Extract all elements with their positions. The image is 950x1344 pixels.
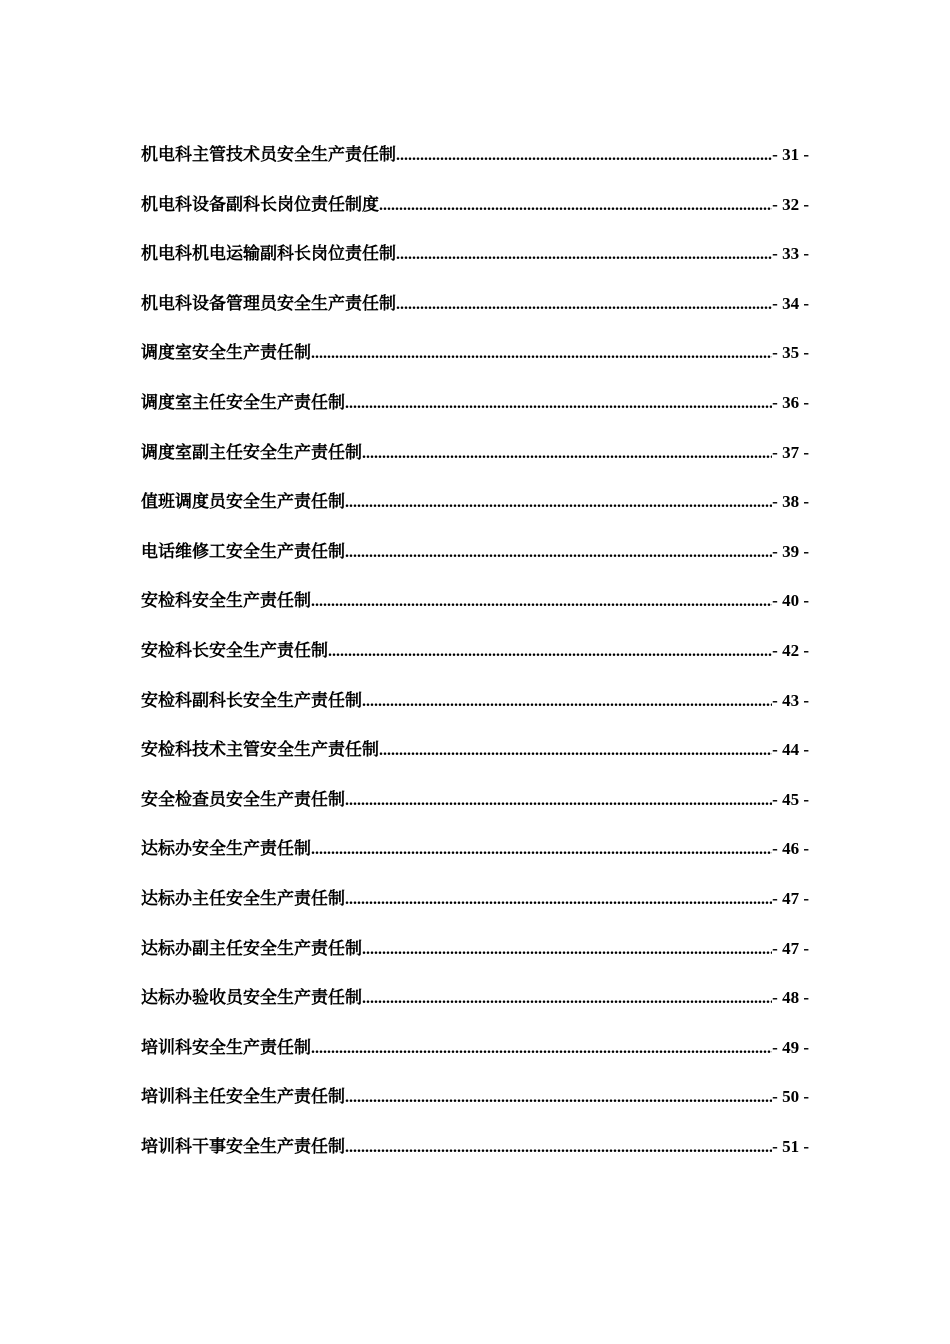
toc-dot-leader — [345, 792, 772, 810]
toc-dot-leader — [345, 1139, 772, 1157]
toc-entry[interactable] — [141, 487, 809, 537]
toc-entry[interactable] — [141, 586, 809, 636]
toc-entry-title: 安全检查员安全生产责任制 — [141, 789, 345, 810]
toc-dot-leader — [362, 445, 772, 463]
toc-entry[interactable] — [141, 735, 809, 785]
toc-dot-leader — [379, 742, 772, 760]
toc-dot-leader — [311, 345, 772, 363]
toc-entry-page: - 43 - — [772, 690, 809, 710]
toc-entry-title: 安检科安全生产责任制 — [141, 591, 311, 612]
toc-dot-leader — [396, 246, 772, 264]
toc-entry-title: 达标办验收员安全生产责任制 — [141, 988, 362, 1009]
toc-entry-page: - 45 - — [772, 789, 809, 809]
toc-entry-page: - 47 - — [772, 888, 809, 908]
toc-entry[interactable] — [141, 636, 809, 686]
toc-dot-leader — [345, 891, 772, 909]
toc-entry-title: 电话维修工安全生产责任制 — [141, 541, 345, 562]
toc-entry[interactable] — [141, 537, 809, 587]
toc-entry-page: - 48 - — [772, 988, 809, 1008]
toc-entry[interactable] — [141, 438, 809, 488]
toc-entry[interactable] — [141, 834, 809, 884]
toc-entry-page: - 40 - — [772, 591, 809, 611]
toc-entry-page: - 32 - — [772, 194, 809, 214]
toc-entry-title: 机电科机电运输副科长岗位责任制 — [141, 244, 396, 265]
toc-entry-title: 培训科干事安全生产责任制 — [141, 1136, 345, 1157]
toc-entry-title: 安检科副科长安全生产责任制 — [141, 690, 362, 711]
toc-entry[interactable] — [141, 140, 809, 190]
toc-entry[interactable] — [141, 1033, 809, 1083]
toc-entry[interactable] — [141, 239, 809, 289]
toc-dot-leader — [345, 544, 772, 562]
toc-dot-leader — [345, 1089, 772, 1107]
toc-entry-title: 调度室主任安全生产责任制 — [141, 392, 345, 413]
toc-entry-page: - 39 - — [772, 541, 809, 561]
toc-dot-leader — [396, 296, 772, 314]
toc-entry-title: 达标办主任安全生产责任制 — [141, 888, 345, 909]
toc-entry-page: - 46 - — [772, 839, 809, 859]
toc-entry-title: 机电科设备管理员安全生产责任制 — [141, 293, 396, 314]
toc-dot-leader — [311, 1040, 772, 1058]
toc-entry[interactable] — [141, 289, 809, 339]
toc-entry-page: - 42 - — [772, 640, 809, 660]
toc-entry[interactable] — [141, 785, 809, 835]
toc-entry-title: 机电科设备副科长岗位责任制度 — [141, 194, 379, 215]
toc-entry-page: - 44 - — [772, 740, 809, 760]
toc-entry[interactable] — [141, 934, 809, 984]
toc-entry[interactable] — [141, 338, 809, 388]
toc-entry-page: - 36 - — [772, 392, 809, 412]
toc-entry-title: 达标办安全生产责任制 — [141, 839, 311, 860]
toc-entry-page: - 33 - — [772, 244, 809, 264]
toc-dot-leader — [362, 990, 772, 1008]
toc-dot-leader — [311, 841, 772, 859]
toc-entry-page: - 38 - — [772, 492, 809, 512]
toc-entry-title: 安检科技术主管安全生产责任制 — [141, 740, 379, 761]
toc-entry-title: 机电科主管技术员安全生产责任制 — [141, 145, 396, 165]
toc-entry[interactable] — [141, 190, 809, 240]
toc-dot-leader — [379, 197, 772, 215]
toc-entry[interactable] — [141, 884, 809, 934]
table-of-contents — [141, 140, 809, 1181]
toc-entry-title: 培训科主任安全生产责任制 — [141, 1087, 345, 1108]
toc-entry-page: - 31 - — [772, 145, 809, 164]
toc-entry[interactable] — [141, 983, 809, 1033]
toc-entry-page: - 35 - — [772, 343, 809, 363]
toc-dot-leader — [362, 941, 772, 959]
toc-entry-title: 达标办副主任安全生产责任制 — [141, 938, 362, 959]
toc-entry-page: - 50 - — [772, 1087, 809, 1107]
toc-entry-title: 安检科长安全生产责任制 — [141, 640, 328, 661]
toc-entry[interactable] — [141, 1132, 809, 1182]
toc-dot-leader — [328, 643, 772, 661]
toc-entry[interactable] — [141, 686, 809, 736]
toc-dot-leader — [396, 147, 772, 165]
toc-entry-page: - 51 - — [772, 1136, 809, 1156]
toc-entry[interactable] — [141, 388, 809, 438]
toc-entry-title: 调度室安全生产责任制 — [141, 343, 311, 364]
toc-entry-page: - 49 - — [772, 1037, 809, 1057]
toc-dot-leader — [345, 395, 772, 413]
toc-entry-title: 培训科安全生产责任制 — [141, 1037, 311, 1058]
toc-entry-page: - 37 - — [772, 442, 809, 462]
toc-entry[interactable] — [141, 1082, 809, 1132]
toc-dot-leader — [345, 494, 772, 512]
toc-dot-leader — [311, 593, 772, 611]
toc-dot-leader — [362, 693, 772, 711]
toc-entry-page: - 47 - — [772, 938, 809, 958]
toc-entry-page: - 34 - — [772, 293, 809, 313]
toc-entry-title: 调度室副主任安全生产责任制 — [141, 442, 362, 463]
toc-entry-title: 值班调度员安全生产责任制 — [141, 492, 345, 513]
